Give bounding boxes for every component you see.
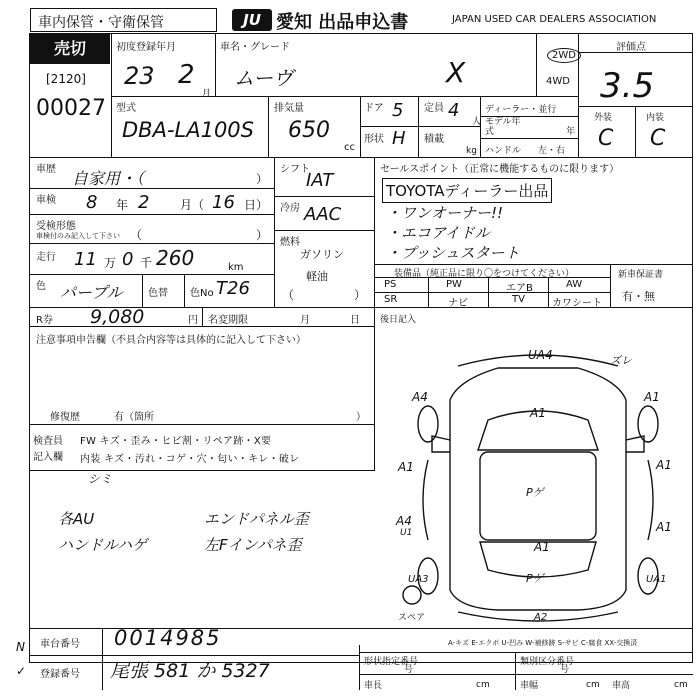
row2-top-line xyxy=(111,96,578,97)
equip-navi: ナビ xyxy=(448,298,468,309)
displacement-label: 排気量 xyxy=(274,103,304,114)
first-registration-year: 23 xyxy=(124,62,155,90)
mileage-line xyxy=(29,274,274,275)
color-value: パープル xyxy=(60,283,123,302)
diagram-label-a1-right-top: A1 xyxy=(644,390,660,404)
width-label: 車長 xyxy=(364,681,383,691)
reg-label: 登録番号 xyxy=(40,669,80,680)
diagram-label-a1-top: A1 xyxy=(530,406,546,420)
inspector-extra: シミ xyxy=(88,472,113,486)
shape-value: H xyxy=(392,128,406,149)
first-registration-month-unit: 月 xyxy=(202,89,212,99)
name-change-day: 日 xyxy=(350,315,360,326)
chassis-label: 車台番号 xyxy=(40,639,80,650)
equipment-label: 装備品（純正品に限り〇をつけてください） xyxy=(394,269,575,279)
mid-top-line xyxy=(29,157,693,158)
spec-mid-line xyxy=(359,674,693,675)
recycle-unit: 円 xyxy=(188,315,198,326)
steering-line xyxy=(480,138,578,139)
category-no-unit: 号 xyxy=(560,665,570,675)
sold-badge: 売切 xyxy=(30,34,110,64)
chassis-value: 0014985 xyxy=(114,626,222,650)
reg-value: 尾張 581 か 5327 xyxy=(110,660,270,682)
mileage-sen: 0 xyxy=(122,249,134,270)
inspection-month: 2 xyxy=(138,192,150,213)
inspector-label-1: 検査員 xyxy=(33,436,63,447)
mileage-label: 走行 xyxy=(36,252,56,263)
diagram-label-u1: U1 xyxy=(400,528,413,538)
model-label: 型式 xyxy=(116,103,136,114)
length-label: 車幅 xyxy=(520,681,539,691)
shift-label: シフト xyxy=(280,164,310,175)
diagram-label-a1-right-mid: A1 xyxy=(656,458,672,472)
fuel-open: （ xyxy=(282,288,295,302)
sales-points-label: セールスポイント（正常に機能するものに限ります） xyxy=(380,164,620,175)
row1-divider-a xyxy=(215,33,216,96)
eval-exterior-value: C xyxy=(598,126,614,151)
equip-tv: TV xyxy=(512,294,525,305)
remark-1-right: エンドパネル歪 xyxy=(204,510,309,528)
first-registration-label: 初度登録年月 xyxy=(116,42,176,53)
form-title: 愛知 出品申込書 xyxy=(276,12,409,33)
left-col-divider xyxy=(274,157,275,307)
height-label: 車高 xyxy=(612,681,631,691)
aircon-value: AAC xyxy=(304,204,342,225)
diagram-label-ua1: UA1 xyxy=(646,574,667,585)
car-name-label: 車名・グレード xyxy=(220,42,290,53)
remark-1-left: 各AU xyxy=(58,510,95,528)
inspection-year: 8 xyxy=(86,192,98,213)
inspector-row-1: FW キズ・歪み・ヒビ割・リペア跡・X要 xyxy=(80,436,272,447)
sales-line-3: ・エコアイドル xyxy=(386,224,490,242)
check-mark: ✓ xyxy=(16,664,27,678)
model-year-unit: 年 xyxy=(566,127,576,137)
receipt-line xyxy=(29,243,274,244)
fuel-gasoline: ガソリン xyxy=(300,248,344,261)
shift-line xyxy=(274,196,374,197)
diagram-label-a2: A2 xyxy=(534,612,548,623)
equip-leather: カワシート xyxy=(552,298,602,309)
equip-div-1 xyxy=(428,277,429,307)
displacement-value: 650 xyxy=(288,118,330,143)
form-no-label: 形状指定番号 xyxy=(364,657,419,667)
repair-close: ） xyxy=(356,412,366,423)
diagram-label-a4-left: A4 xyxy=(412,390,428,404)
row1-divider-b xyxy=(536,33,537,96)
steering-options: 左・右 xyxy=(538,146,566,156)
equip-airbag: エアB xyxy=(506,283,533,294)
bottom-col-divider xyxy=(102,628,103,690)
shape-label: 形状 xyxy=(364,134,384,145)
load-unit: kg xyxy=(466,146,477,156)
color-label: 色 xyxy=(36,281,46,292)
row2-divider-a xyxy=(268,96,269,157)
capacity-label: 定員 xyxy=(424,103,444,114)
color-divider-b xyxy=(184,274,185,307)
receipt-close: ） xyxy=(256,228,269,242)
first-registration-month: 2 xyxy=(178,60,195,90)
history-value: 自家用・（ xyxy=(72,169,145,188)
equipment-mid-line xyxy=(374,292,610,293)
warranty-options: 有・無 xyxy=(622,290,655,303)
equip-pw: PW xyxy=(446,279,462,290)
diagram-label-pge-1: Pゲ xyxy=(526,486,544,499)
lower-col-divider xyxy=(374,307,375,471)
notes-bottom-line xyxy=(29,424,374,425)
equip-div-3 xyxy=(548,277,549,307)
storage-label: 車内保管・守衛保管 xyxy=(38,15,164,31)
warranty-label: 新車保証書 xyxy=(618,270,664,280)
inspection-label: 車検 xyxy=(36,195,56,206)
fuel-label: 燃料 xyxy=(280,237,300,248)
aircon-label: 冷房 xyxy=(280,203,300,214)
left-code: [2120] xyxy=(46,72,86,86)
inspection-day-unit: 日） xyxy=(244,198,269,212)
inspection-year-unit: 年 xyxy=(116,198,129,212)
name-change-month: 月 xyxy=(300,315,310,326)
spare-label: スペア xyxy=(398,613,426,623)
receipt-label: 受検形態 xyxy=(36,221,76,232)
inspection-line xyxy=(29,214,274,215)
row2-divider-d xyxy=(480,96,481,157)
diagram-label-ua3: UA3 xyxy=(408,574,429,585)
doors-label: ドア xyxy=(364,103,384,114)
equip-aw: AW xyxy=(566,279,583,290)
color-no-label: 色No xyxy=(190,288,214,299)
equip-sr: SR xyxy=(384,294,398,305)
eval-label: 評価点 xyxy=(616,42,646,53)
width-cm: cm xyxy=(476,680,490,690)
model-value: DBA-LA100S xyxy=(122,118,254,142)
length-cm: cm xyxy=(586,680,600,690)
spec-top-line xyxy=(359,652,693,653)
history-line xyxy=(29,188,274,189)
eval-exterior-label: 外装 xyxy=(594,113,613,123)
receipt-note: 車検付のみ記入して下さい xyxy=(36,232,120,240)
height-cm: cm xyxy=(674,680,688,690)
drive-4wd: 4WD xyxy=(546,76,570,87)
association-name: JAPAN USED CAR DEALERS ASSOCIATION xyxy=(452,14,657,25)
n-mark: N xyxy=(16,640,25,654)
post-delivery-label: 後日記入 xyxy=(380,315,417,325)
history-close: ） xyxy=(256,172,269,186)
equip-div-2 xyxy=(488,277,489,307)
fuel-diesel: 軽油 xyxy=(306,270,328,283)
recycle-value: 9,080 xyxy=(90,306,145,328)
steering-label: ハンドル xyxy=(485,146,522,156)
warranty-divider xyxy=(610,264,611,307)
remark-2-right: 左Fインパネ歪 xyxy=(204,536,302,554)
displacement-unit: cc xyxy=(344,142,355,153)
inspection-month-unit: 月（ xyxy=(180,198,205,212)
diagram-label-a1-left-mid: A1 xyxy=(398,460,414,474)
inspector-row-2: 内装 キズ・汚れ・コゲ・穴・匂い・キレ・破レ xyxy=(80,454,300,465)
capacity-unit: 人 xyxy=(472,117,482,127)
drive-2wd: 2WD xyxy=(547,48,581,63)
ju-logo: JU xyxy=(232,9,272,31)
diagram-label-pge-2: Pゲ xyxy=(526,572,544,585)
name-change-label: 名変期限 xyxy=(208,315,248,326)
load-label: 積載 xyxy=(424,134,444,145)
mileage-sen-unit: 千 xyxy=(140,256,153,270)
equipment-sub-line xyxy=(374,277,610,278)
mileage-man-unit: 万 xyxy=(104,256,117,270)
diagram-label-a1-rear: A1 xyxy=(534,540,550,554)
car-name-mark: X xyxy=(446,56,466,89)
diagram-label-a4-lower-left: A4 xyxy=(396,514,412,528)
repair-value: 有（箇所 xyxy=(114,412,154,423)
inspection-day: 16 xyxy=(212,192,235,213)
dealer-label: ディーラー・並行 xyxy=(485,105,557,115)
remark-2-left: ハンドルハゲ xyxy=(58,536,147,554)
inspector-bottom-line xyxy=(29,470,374,471)
equipment-top-line xyxy=(374,264,693,265)
mileage-unit: km xyxy=(228,262,244,273)
form-no-unit: 号 xyxy=(404,665,414,675)
eval-interior-label: 内装 xyxy=(646,113,665,123)
left-panel-divider xyxy=(111,33,112,157)
doors-value: 5 xyxy=(392,100,404,121)
eval-interior-value: C xyxy=(650,126,666,151)
fuel-close: ） xyxy=(354,288,367,302)
diagram-label-zure: ズレ xyxy=(610,354,632,367)
recycle-label: R券 xyxy=(36,315,53,326)
sales-line-2: ・ワンオーナー!! xyxy=(386,204,504,222)
sales-line-4: ・プッシュスタート xyxy=(386,244,520,262)
eval-mid-divider xyxy=(635,106,636,157)
notes-label: 注意事項申告欄（不具合内容等は具体的に記入して下さい） xyxy=(36,335,306,346)
shift-value: IAT xyxy=(306,170,334,191)
equip-ps: PS xyxy=(384,279,397,290)
car-name-value: ムーヴ xyxy=(234,66,293,90)
lot-number: 00027 xyxy=(36,96,106,121)
receipt-open: （ xyxy=(130,228,143,242)
recycle-divider xyxy=(202,307,203,326)
eval-score: 3.5 xyxy=(600,66,655,106)
repair-label: 修復歴 xyxy=(50,412,80,423)
model-year-label: モデル年式 xyxy=(485,117,521,137)
mileage-man: 11 xyxy=(74,249,97,270)
mileage-rest: 260 xyxy=(156,246,195,270)
sales-line-1: TOYOTAディーラー出品 xyxy=(382,178,552,203)
history-label: 車歴 xyxy=(36,164,56,175)
spec-divider xyxy=(515,652,516,690)
recycle-bottom-line xyxy=(29,326,374,327)
category-no-label: 類別区分番号 xyxy=(520,657,575,667)
diagram-label-ua4: UA4 xyxy=(528,348,553,362)
capacity-value: 4 xyxy=(448,100,460,121)
doors-shape-line xyxy=(360,126,418,127)
capacity-load-line xyxy=(418,126,480,127)
color-divider-a xyxy=(142,274,143,307)
color-no-value: T26 xyxy=(216,278,250,299)
aircon-line xyxy=(274,230,374,231)
color-code-label: 色替 xyxy=(148,288,168,299)
diagram-label-a1-right-low: A1 xyxy=(656,520,672,534)
mid-col-divider xyxy=(374,157,375,307)
inspector-label-2: 記入欄 xyxy=(33,452,63,463)
damage-legend: A-キズ E-エクボ U-凹み W-補修跡 S-サビ C-腐食 XX-交換済 xyxy=(448,639,638,647)
